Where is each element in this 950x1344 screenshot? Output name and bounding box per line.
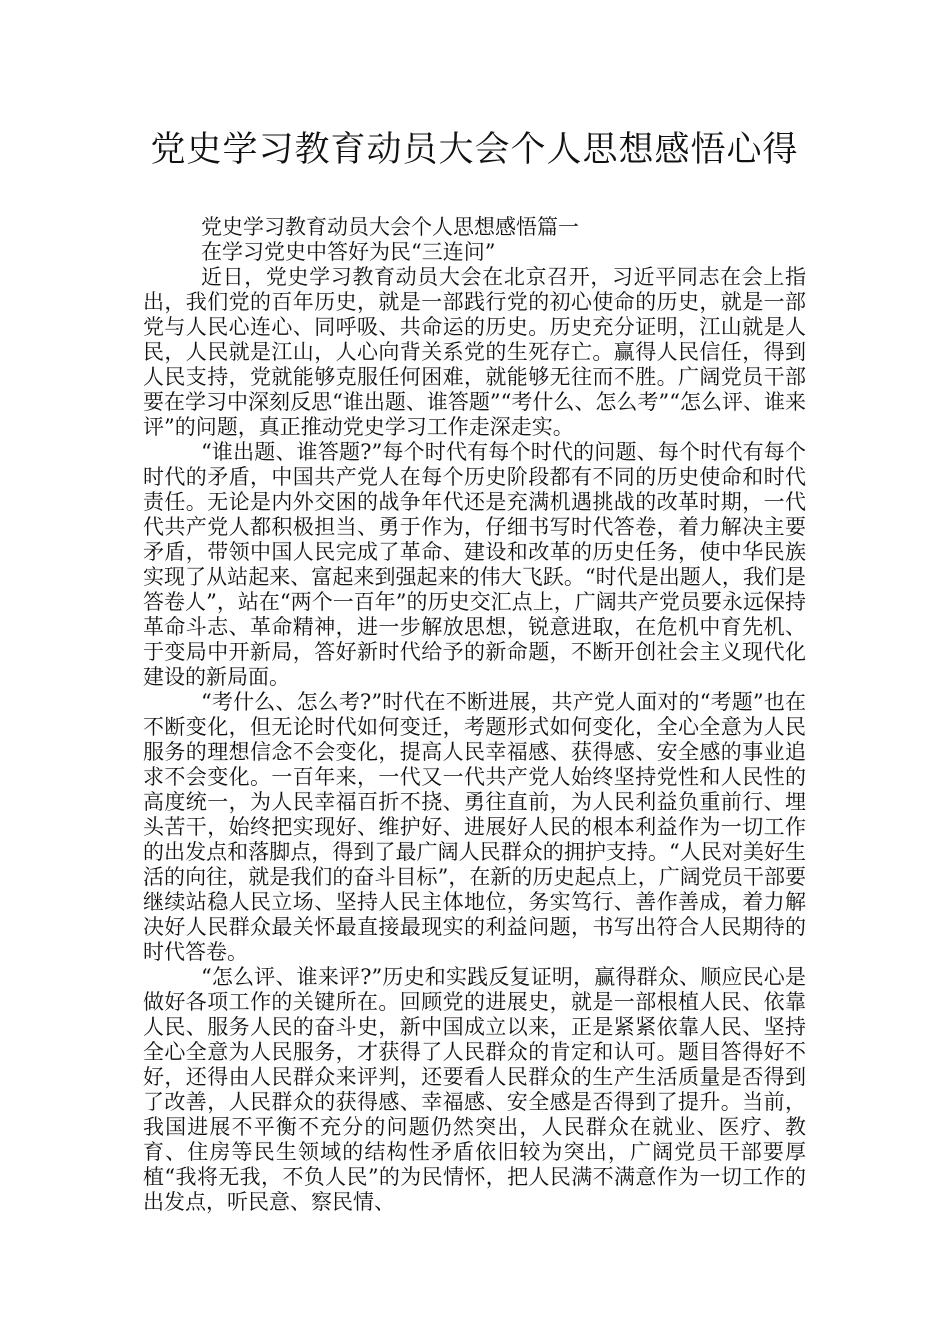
paragraph-who-evaluates: “怎么评、谁来评?”历史和实践反复证明，赢得群众、顺应民心是做好各项工作的关键所在。回顾党的进展史，就是一部根植人民、依靠人民、服务人民的奋斗史，新中国成立以来，正是紧紧依靠人民、坚持全心全意为人民服务，才获得了人民群众的肯定和认可。题目答得好不好，还得由人民群众来评判，还要看人民群众的生产生活质量是否得到了改善，人民群众的获得感、幸福感、安全感是否得到了提升。当前，我国进展不平衡不充分的问题仍然突出，人民群众在就业、医疗、教育、住房等民生领域的结构性矛盾依旧较为突出，广阔党员干部要厚植“我将无我，不负人民”的为民情怀，把人民满不满意作为一切工作的出发点，听民意、察民情、 xyxy=(143,965,806,1214)
paragraph-what-is-tested: “考什么、怎么考?”时代在不断进展，共产党人面对的“考题”也在不断变化，但无论时代如何变迁，考题形式如何变化，全心全意为人民服务的理想信念不会变化，提高人民幸福感、获得感、安全感的事业追求不会变化。一百年来，一代又一代共产党人始终坚持党性和人民性的高度统一，为人民幸福百折不挠、勇往直前，为人民利益负重前行、埋头苦干，始终把实现好、维护好、进展好人民的根本利益作为一切工作的出发点和落脚点，得到了最广阔人民群众的拥护支持。“人民对美好生活的向往，就是我们的奋斗目标”，在新的历史起点上，广阔党员干部要继续站稳人民立场、坚持人民主体地位，务实笃行、善作善成，着力解决好人民群众最关怀最直接最现实的利益问题，书写出符合人民期待的时代答卷。 xyxy=(143,690,806,964)
section-heading: 党史学习教育动员大会个人思想感悟篇一 xyxy=(201,215,579,239)
subheading: 在学习党史中答好为民“三连问” xyxy=(201,240,496,264)
paragraph-who-sets-questions: “谁出题、谁答题?”每个时代有每个时代的问题、每个时代有每个时代的矛盾，中国共产党人在每个历史阶段都有不同的历史使命和时代责任。无论是内外交困的战争年代还是充满机遇挑战的改革时期，一代代共产党人都积极担当、勇于作为，仔细书写时代答卷，着力解决主要矛盾，带领中国人民完成了革命、建设和改革的历史任务，使中华民族实现了从站起来、富起来到强起来的伟大飞跃。“时代是出题人，我们是答卷人”，站在“两个一百年”的历史交汇点上，广阔共产党员要永远保持革命斗志、革命精神，进一步解放思想，锐意进取，在危机中育先机、于变局中开新局，答好新时代给予的新命题，不断开创社会主义现代化建设的新局面。 xyxy=(143,440,806,689)
paragraph-intro: 近日，党史学习教育动员大会在北京召开，习近平同志在会上指出，我们党的百年历史，就是一部践行党的初心使命的历史，就是一部党与人民心连心、同呼吸、共命运的历史。历史充分证明，江山就是人民，人民就是江山，人心向背关系党的生死存亡。赢得人民信任，得到人民支持，党就能够克服任何困难，就能够无往而不胜。广阔党员干部要在学习中深刻反思“谁出题、谁答题”“考什么、怎么考”“怎么评、谁来评”的问题，真正推动党史学习工作走深走实。 xyxy=(143,265,806,439)
document-page xyxy=(143,125,806,1215)
document-title: 党史学习教育动员大会个人思想感悟心得 xyxy=(150,130,799,170)
